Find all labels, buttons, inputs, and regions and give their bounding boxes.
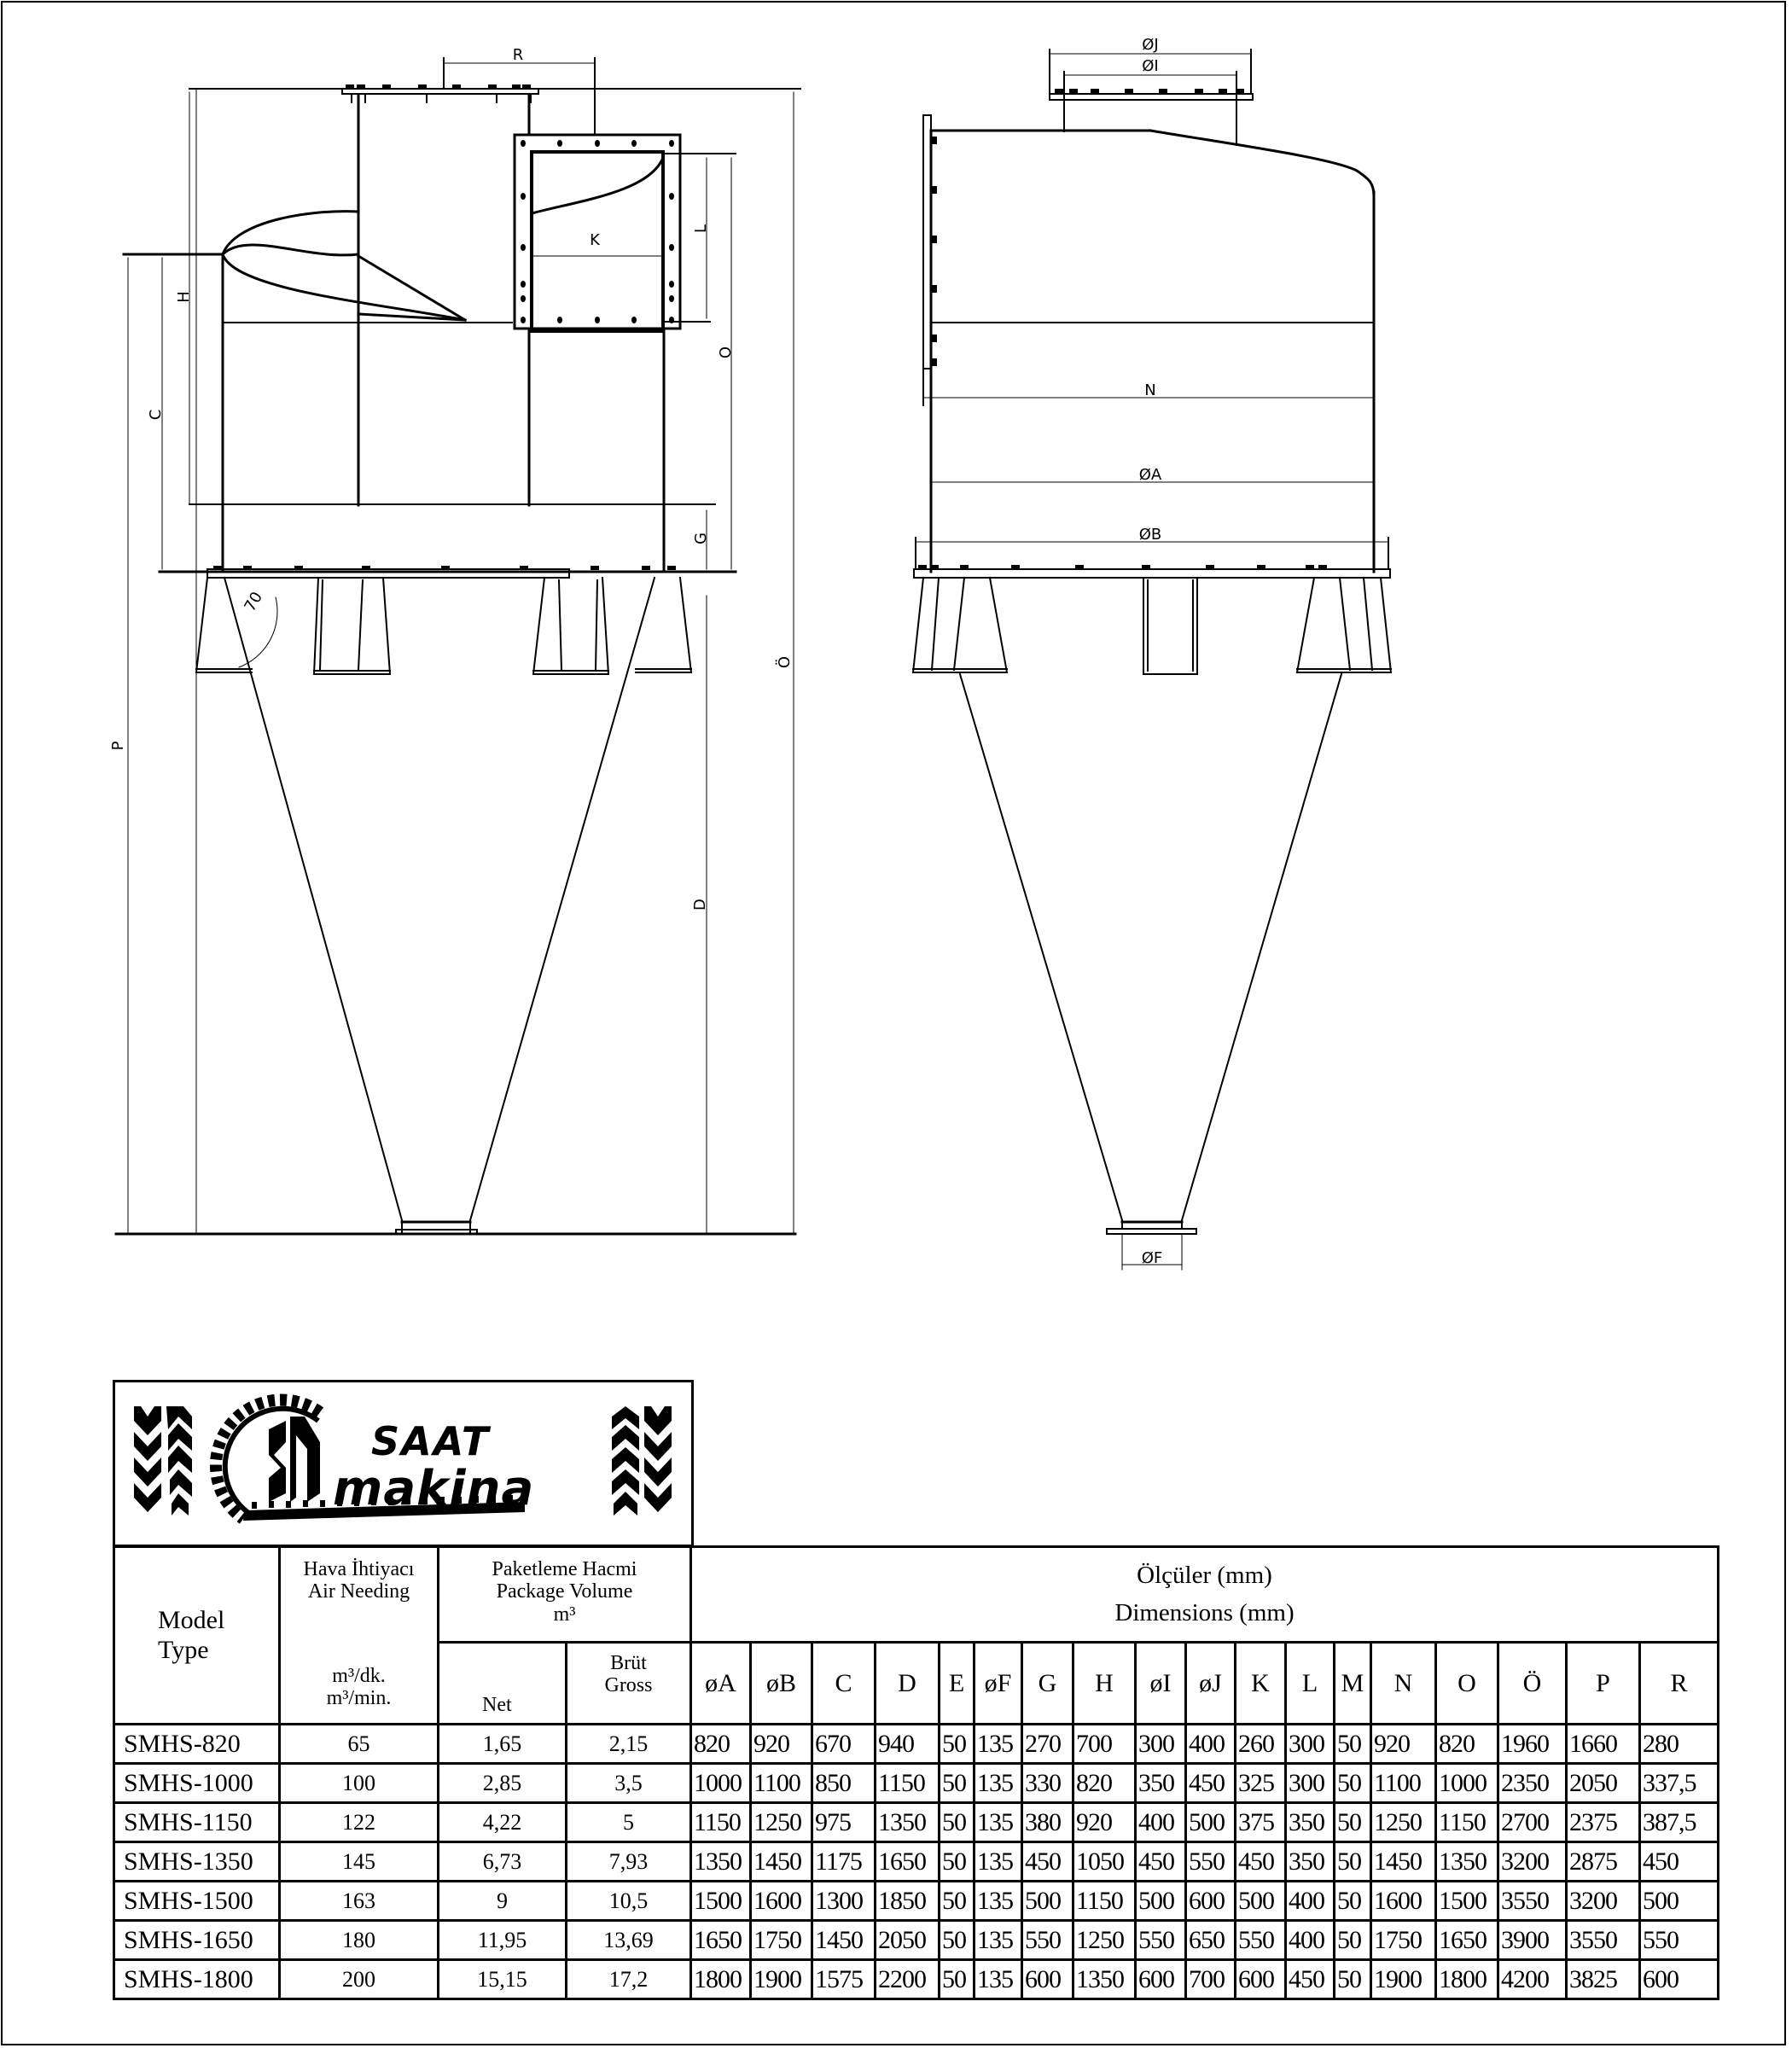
cell-dimension: 50: [940, 1960, 975, 1999]
header-pack-l1: Paketleme Hacmi: [492, 1558, 637, 1580]
column-header-dim: N: [1371, 1643, 1436, 1725]
cell-dimension: 1250: [1371, 1803, 1436, 1842]
table-row: [114, 1921, 1719, 1960]
cell-dimension: 3900: [1498, 1921, 1567, 1960]
header-gross-l1: Brüt: [610, 1652, 647, 1674]
dim-label-f: ØF: [1141, 1249, 1163, 1267]
column-header-dim: øB: [751, 1643, 812, 1725]
cell-dimension: 1150: [876, 1764, 940, 1803]
cell-dimension: 135: [975, 1725, 1022, 1764]
cell-dimension: 600: [1136, 1960, 1186, 1999]
cell-gross-volume: 2,15: [567, 1725, 691, 1764]
cell-dimension: 50: [1335, 1882, 1371, 1921]
cell-dimension: 3550: [1498, 1882, 1567, 1921]
cell-dimension: 1150: [691, 1803, 751, 1842]
cell-dimension: 1250: [751, 1803, 812, 1842]
cell-dimension: 550: [1136, 1921, 1186, 1960]
cell-model: SMHS-1350: [114, 1842, 280, 1882]
column-header-dim: R: [1640, 1643, 1719, 1725]
cell-dimension: 4200: [1498, 1960, 1567, 1999]
cell-gross-volume: 17,2: [567, 1960, 691, 1999]
table-row: [114, 1882, 1719, 1921]
column-header-dim: O: [1436, 1643, 1498, 1725]
table-row: [114, 1803, 1719, 1842]
cell-model: SMHS-1500: [114, 1882, 280, 1921]
cell-gross-volume: 5: [567, 1803, 691, 1842]
cell-air-needing: 100: [280, 1764, 439, 1803]
dim-label-p: P: [109, 741, 127, 751]
cell-dimension: 1650: [691, 1921, 751, 1960]
cell-dimension: 820: [691, 1725, 751, 1764]
front-view: [913, 49, 1391, 1270]
cell-dimension: 450: [1640, 1842, 1719, 1882]
cell-dimension: 1850: [876, 1882, 940, 1921]
cell-dimension: 550: [1640, 1921, 1719, 1960]
header-model-type: [114, 1547, 280, 1725]
cell-net-volume: 2,85: [439, 1764, 567, 1803]
cell-dimension: 1450: [812, 1921, 876, 1960]
cell-gross-volume: 13,69: [567, 1921, 691, 1960]
cell-air-needing: 180: [280, 1921, 439, 1960]
dim-label-n: N: [1144, 381, 1156, 399]
column-header-dim: K: [1236, 1643, 1286, 1725]
cell-dimension: 1100: [751, 1764, 812, 1803]
cell-dimension: 700: [1073, 1725, 1136, 1764]
logo-brand-makina: makina: [333, 1461, 535, 1516]
cell-dimension: 300: [1136, 1725, 1186, 1764]
cell-dimension: 3550: [1567, 1921, 1640, 1960]
column-header-dim: D: [876, 1643, 940, 1725]
cell-dimension: 1900: [751, 1960, 812, 1999]
cell-net-volume: 6,73: [439, 1842, 567, 1882]
cell-dimension: 1300: [812, 1882, 876, 1921]
cell-dimension: 1750: [751, 1921, 812, 1960]
cell-dimension: 450: [1186, 1764, 1236, 1803]
cell-model: SMHS-1650: [114, 1921, 280, 1960]
header-pack-l2: Package Volume: [496, 1580, 633, 1603]
cell-dimension: 1660: [1567, 1725, 1640, 1764]
dim-label-h: H: [175, 291, 193, 303]
dim-label-j: ØJ: [1142, 36, 1159, 54]
cell-model: SMHS-1800: [114, 1960, 280, 1999]
cell-net-volume: 11,95: [439, 1921, 567, 1960]
column-header-dim: L: [1286, 1643, 1335, 1725]
cell-dimension: 50: [940, 1803, 975, 1842]
cell-dimension: 350: [1136, 1764, 1186, 1803]
column-header-dim: H: [1073, 1643, 1136, 1725]
dim-label-c: C: [147, 409, 165, 421]
dim-label-o-umlaut: Ö: [776, 655, 794, 669]
cell-dimension: 450: [1286, 1960, 1335, 1999]
cell-dimension: 670: [812, 1725, 876, 1764]
cell-dimension: 550: [1022, 1921, 1073, 1960]
cell-dimension: 1450: [751, 1842, 812, 1882]
cell-net-volume: 9: [439, 1882, 567, 1921]
cell-gross-volume: 3,5: [567, 1764, 691, 1803]
cell-dimension: 500: [1640, 1882, 1719, 1921]
header-air-unit-l2: m³/min.: [326, 1687, 392, 1710]
dim-label-o: O: [717, 346, 735, 359]
header-air-l2: Air Needing: [307, 1580, 410, 1603]
cell-air-needing: 163: [280, 1882, 439, 1921]
column-header-dim: øA: [691, 1643, 751, 1725]
cell-dimension: 330: [1022, 1764, 1073, 1803]
cell-dimension: 350: [1286, 1803, 1335, 1842]
column-header-dim: P: [1567, 1643, 1640, 1725]
cell-dimension: 300: [1286, 1725, 1335, 1764]
side-view: [116, 58, 800, 1234]
cell-dimension: 135: [975, 1921, 1022, 1960]
cell-dimension: 2875: [1567, 1842, 1640, 1882]
cell-dimension: 500: [1236, 1882, 1286, 1921]
dim-label-a: ØA: [1138, 466, 1162, 484]
cell-dimension: 1175: [812, 1842, 876, 1882]
cell-dimension: 850: [812, 1764, 876, 1803]
cell-dimension: 1600: [1371, 1882, 1436, 1921]
cell-dimension: 2050: [876, 1921, 940, 1960]
table-row: [114, 1764, 1719, 1803]
cell-dimension: 600: [1022, 1960, 1073, 1999]
header-gross-l2: Gross: [604, 1674, 653, 1697]
cell-dimension: 1960: [1498, 1725, 1567, 1764]
header-net: Net: [439, 1643, 567, 1725]
cell-dimension: 50: [1335, 1842, 1371, 1882]
cell-dimension: 2050: [1567, 1764, 1640, 1803]
cell-dimension: 1000: [1436, 1764, 1498, 1803]
cell-dimension: 50: [940, 1764, 975, 1803]
header-dims-l1: Ölçüler (mm): [1137, 1562, 1272, 1589]
cell-dimension: 1750: [1371, 1921, 1436, 1960]
cell-dimension: 135: [975, 1764, 1022, 1803]
cell-dimension: 1350: [691, 1842, 751, 1882]
cell-dimension: 500: [1186, 1803, 1236, 1842]
dim-label-b: ØB: [1138, 526, 1162, 544]
cell-dimension: 50: [1335, 1921, 1371, 1960]
cell-dimension: 1000: [691, 1764, 751, 1803]
cell-dimension: 280: [1640, 1725, 1719, 1764]
cell-dimension: 820: [1436, 1725, 1498, 1764]
cell-dimension: 400: [1186, 1725, 1236, 1764]
header-air-needing: [280, 1547, 439, 1725]
cell-dimension: 500: [1022, 1882, 1073, 1921]
cell-dimension: 650: [1186, 1921, 1236, 1960]
cell-dimension: 820: [1073, 1764, 1136, 1803]
column-header-dim: C: [812, 1643, 876, 1725]
cell-dimension: 1800: [1436, 1960, 1498, 1999]
cell-dimension: 2375: [1567, 1803, 1640, 1842]
cell-dimension: 400: [1286, 1921, 1335, 1960]
cell-dimension: 50: [940, 1882, 975, 1921]
company-logo: [113, 1380, 694, 1547]
cell-dimension: 1150: [1073, 1882, 1136, 1921]
cell-dimension: 1350: [876, 1803, 940, 1842]
header-air-unit-l1: m³/dk.: [332, 1664, 386, 1687]
cell-dimension: 2700: [1498, 1803, 1567, 1842]
cell-dimension: 920: [1371, 1725, 1436, 1764]
table-row: [114, 1842, 1719, 1882]
cell-air-needing: 122: [280, 1803, 439, 1842]
cell-dimension: 1150: [1436, 1803, 1498, 1842]
cell-dimension: 1500: [1436, 1882, 1498, 1921]
dim-label-r: R: [512, 46, 524, 64]
cell-dimension: 1800: [691, 1960, 751, 1999]
cell-dimension: 2350: [1498, 1764, 1567, 1803]
cell-dimension: 600: [1186, 1882, 1236, 1921]
cell-dimension: 975: [812, 1803, 876, 1842]
cell-dimension: 2200: [876, 1960, 940, 1999]
cell-dimension: 135: [975, 1960, 1022, 1999]
tire-tread-icon-right: [612, 1406, 672, 1516]
header-air-l1: Hava İhtiyacı: [303, 1558, 415, 1580]
cell-dimension: 325: [1236, 1764, 1286, 1803]
header-pack-unit: m³: [553, 1603, 576, 1626]
header-gross: [567, 1643, 691, 1725]
cell-model: SMHS-820: [114, 1725, 280, 1764]
column-header-dim: G: [1022, 1643, 1073, 1725]
header-model-l1: Model: [158, 1606, 225, 1634]
column-header-dim: øI: [1136, 1643, 1186, 1725]
cell-dimension: 50: [1335, 1725, 1371, 1764]
cell-dimension: 1350: [1073, 1960, 1136, 1999]
dim-label-k: K: [590, 231, 600, 249]
tire-tread-icon-left: [134, 1406, 192, 1516]
dim-label-i: ØI: [1142, 57, 1159, 75]
specification-table: [113, 1545, 1719, 2000]
dim-label-l: L: [692, 224, 710, 234]
column-header-dim: øJ: [1186, 1643, 1236, 1725]
cell-dimension: 50: [940, 1921, 975, 1960]
cell-dimension: 600: [1640, 1960, 1719, 1999]
cell-dimension: 50: [940, 1842, 975, 1882]
cell-dimension: 500: [1136, 1882, 1186, 1921]
cell-dimension: 450: [1022, 1842, 1073, 1882]
table-row: [114, 1725, 1719, 1764]
cell-dimension: 270: [1022, 1725, 1073, 1764]
cell-dimension: 940: [876, 1725, 940, 1764]
cell-net-volume: 1,65: [439, 1725, 567, 1764]
cell-dimension: 1900: [1371, 1960, 1436, 1999]
cell-dimension: 50: [940, 1725, 975, 1764]
cell-dimension: 1575: [812, 1960, 876, 1999]
column-header-dim: øF: [975, 1643, 1022, 1725]
header-dimensions: [691, 1547, 1719, 1643]
cell-dimension: 450: [1136, 1842, 1186, 1882]
cell-dimension: 3825: [1567, 1960, 1640, 1999]
cell-dimension: 1600: [751, 1882, 812, 1921]
cell-net-volume: 4,22: [439, 1803, 567, 1842]
cell-dimension: 380: [1022, 1803, 1073, 1842]
cell-dimension: 1450: [1371, 1842, 1436, 1882]
cell-dimension: 387,5: [1640, 1803, 1719, 1842]
cell-gross-volume: 10,5: [567, 1882, 691, 1921]
cell-dimension: 375: [1236, 1803, 1286, 1842]
cell-dimension: 1100: [1371, 1764, 1436, 1803]
cell-dimension: 260: [1236, 1725, 1286, 1764]
cell-dimension: 700: [1186, 1960, 1236, 1999]
cell-gross-volume: 7,93: [567, 1842, 691, 1882]
table-row: [114, 1960, 1719, 1999]
cell-dimension: 337,5: [1640, 1764, 1719, 1803]
cell-dimension: 550: [1186, 1842, 1236, 1882]
column-header-dim: E: [940, 1643, 975, 1725]
dim-label-g: G: [692, 532, 710, 544]
sm-monogram-icon: [269, 1417, 320, 1502]
logo-brand-saat: SAAT: [371, 1418, 491, 1464]
cell-dimension: 350: [1286, 1842, 1335, 1882]
header-dims-l2: Dimensions (mm): [1114, 1598, 1295, 1626]
cell-dimension: 3200: [1567, 1882, 1640, 1921]
cell-dimension: 1250: [1073, 1921, 1136, 1960]
cell-dimension: 3200: [1498, 1842, 1567, 1882]
cell-dimension: 920: [1073, 1803, 1136, 1842]
column-header-dim: Ö: [1498, 1643, 1567, 1725]
cell-dimension: 50: [1335, 1764, 1371, 1803]
cell-dimension: 300: [1286, 1764, 1335, 1803]
cell-dimension: 1500: [691, 1882, 751, 1921]
cell-model: SMHS-1000: [114, 1764, 280, 1803]
cell-dimension: 1650: [1436, 1921, 1498, 1960]
cell-dimension: 50: [1335, 1960, 1371, 1999]
cell-dimension: 135: [975, 1882, 1022, 1921]
dim-label-d: D: [691, 899, 709, 911]
cell-dimension: 1350: [1436, 1842, 1498, 1882]
cell-air-needing: 145: [280, 1842, 439, 1882]
cell-dimension: 400: [1286, 1882, 1335, 1921]
column-header-dim: M: [1335, 1643, 1371, 1725]
cell-dimension: 400: [1136, 1803, 1186, 1842]
angle-label: 70: [241, 589, 267, 615]
cell-dimension: 50: [1335, 1803, 1371, 1842]
cell-model: SMHS-1150: [114, 1803, 280, 1842]
cell-air-needing: 200: [280, 1960, 439, 1999]
cell-dimension: 135: [975, 1803, 1022, 1842]
cell-dimension: 920: [751, 1725, 812, 1764]
cell-dimension: 450: [1236, 1842, 1286, 1882]
cell-dimension: 1650: [876, 1842, 940, 1882]
cell-dimension: 550: [1236, 1921, 1286, 1960]
header-model-l2: Type: [158, 1635, 209, 1664]
header-package-volume: [439, 1547, 691, 1643]
cell-air-needing: 65: [280, 1725, 439, 1764]
cell-dimension: 135: [975, 1842, 1022, 1882]
cell-dimension: 600: [1236, 1960, 1286, 1999]
cell-net-volume: 15,15: [439, 1960, 567, 1999]
cell-dimension: 1050: [1073, 1842, 1136, 1882]
